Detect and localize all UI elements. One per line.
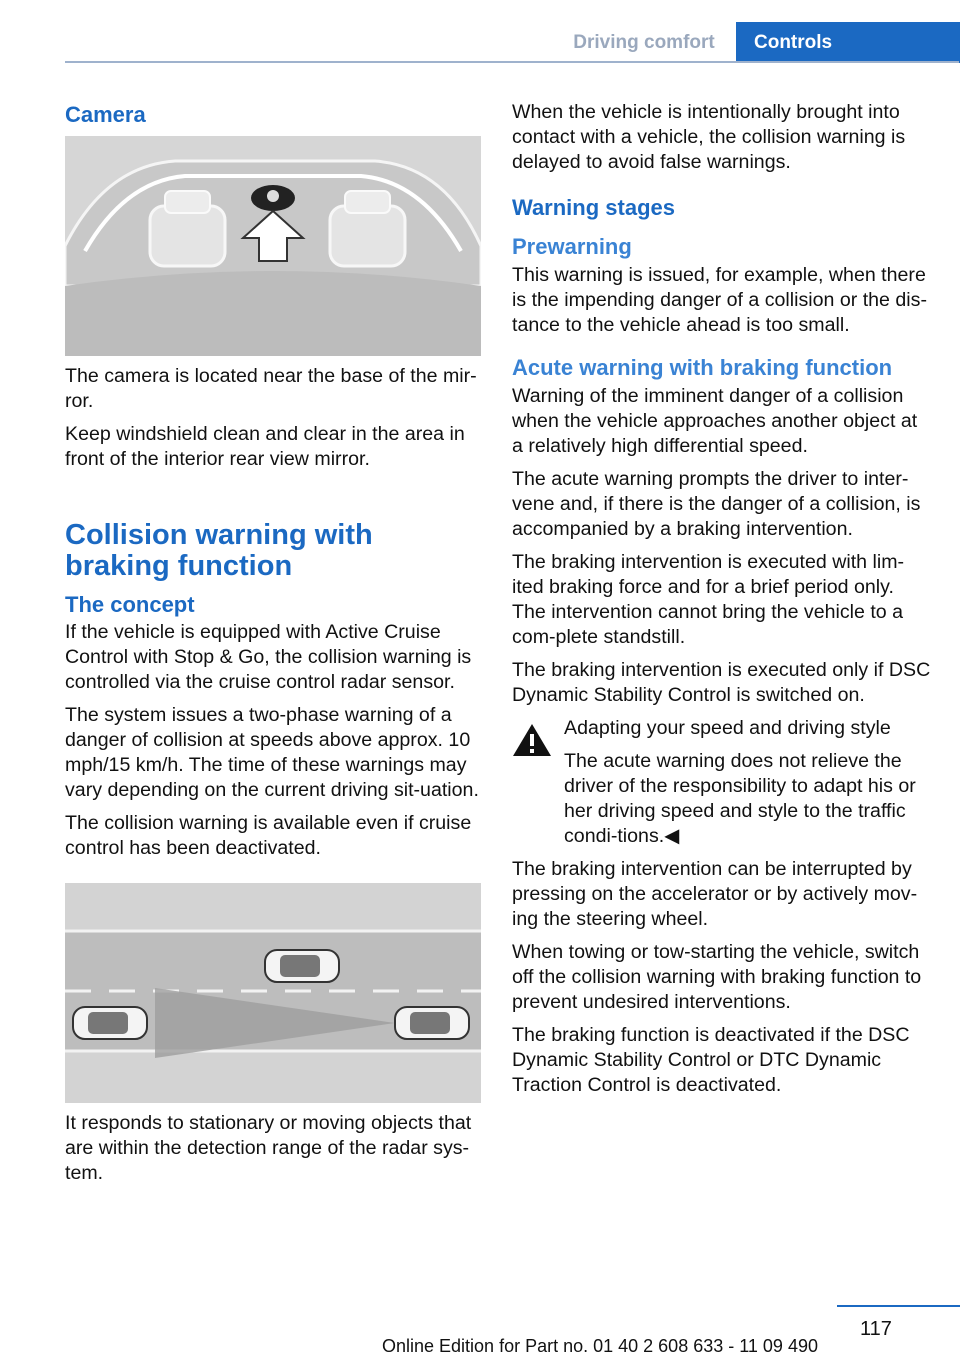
intro-text: When the vehicle is intentionally brought into contact with a vehicle, the collision warning is delayed to avoid false warnings.: [512, 101, 906, 173]
concept-text-3: The collision warning is available even if cruise control has been deactivated.: [65, 812, 472, 859]
header-chapter-label: Controls: [754, 32, 833, 53]
footer-rule: [837, 1305, 960, 1307]
acute-warning-text-3: The braking intervention is executed with lim-ited braking force and for a brief period only. The intervention cannot bring the vehicle to a com-plete standstill.: [512, 551, 905, 648]
right-column: [512, 100, 932, 1106]
concept-text-1: If the vehicle is equipped with Active Cruise Control with Stop & Go, the collision warning is controlled via the cruise control radar sensor.: [65, 621, 472, 693]
road-radar-drawing: [65, 883, 481, 1103]
edition-note: Online Edition for Part no. 01 40 2 608 633 - 11 09 490: [382, 1336, 818, 1356]
deactivated-text: The braking function is deactivated if the DSC Dynamic Stability Control or DTC Dynamic Traction Control is deactivated.: [512, 1024, 910, 1096]
camera-cleaning-text: Keep windshield clean and clear in the area in front of the interior rear view mirror.: [65, 423, 465, 470]
car-interior-drawing: [65, 136, 481, 356]
concept-text-2: The system issues a two-phase warning of a danger of collision at speeds above approx. 10 mph/15 km/h. The time of these warnings may vary depending on the current driving sit-uation.: [65, 704, 479, 801]
acute-warning-text-1: Warning of the imminent danger of a collision when the vehicle approaches another object at a relatively high differential speed.: [512, 385, 918, 457]
header-chapter-tab: [736, 22, 960, 63]
camera-location-text: The camera is located near the base of the mir-ror.: [65, 365, 477, 412]
left-column: [65, 100, 483, 1194]
concept-heading: The concept: [65, 592, 195, 617]
own-car-icon: [395, 1007, 469, 1039]
header-section-label: Driving comfort: [573, 32, 715, 53]
warning-stages-heading: Warning stages: [512, 195, 675, 220]
warning-body: [564, 749, 932, 849]
warning-title: Adapting your speed and driving style: [564, 717, 891, 739]
page-number: 117: [860, 1318, 892, 1340]
radar-range-text: It responds to stationary or moving objects that are within the detection range of the radar sys-tem.: [65, 1112, 472, 1184]
towing-text: When towing or tow-starting the vehicle, switch off the collision warning with braking function to prevent undesired interventions.: [512, 941, 922, 1013]
acute-warning-text-4: The braking intervention is executed only if DSC Dynamic Stability Control is switched on.: [512, 659, 931, 706]
header-rule: [65, 61, 959, 63]
camera-illustration: [65, 136, 481, 356]
camera-heading: Camera: [65, 102, 146, 127]
radar-detection-illustration: [65, 883, 481, 1103]
prewarning-text: This warning is issued, for example, when there is the impending danger of a collision or the dis-tance to the vehicle ahead is too small.: [512, 264, 927, 336]
collision-warning-heading: Collision warning with braking function: [65, 519, 373, 582]
warning-triangle-icon: [512, 722, 552, 758]
interrupt-text: The braking intervention can be interrupted by pressing on the accelerator or by actively mov-ing the steering wheel.: [512, 858, 918, 930]
car-ahead-icon: [265, 950, 339, 982]
prewarning-heading: Prewarning: [512, 234, 632, 259]
warning-body-text: The acute warning does not relieve the driver of the responsibility to adapt his or her driving speed and style to the traffic condi-tions.◀: [564, 750, 916, 847]
car-left-icon: [73, 1007, 147, 1039]
safety-warning: [512, 716, 932, 849]
acute-warning-heading: Acute warning with braking function: [512, 355, 893, 380]
acute-warning-text-2: The acute warning prompts the driver to inter-vene and, if there is the danger of a collision, is accompanied by a braking intervention.: [512, 468, 921, 540]
